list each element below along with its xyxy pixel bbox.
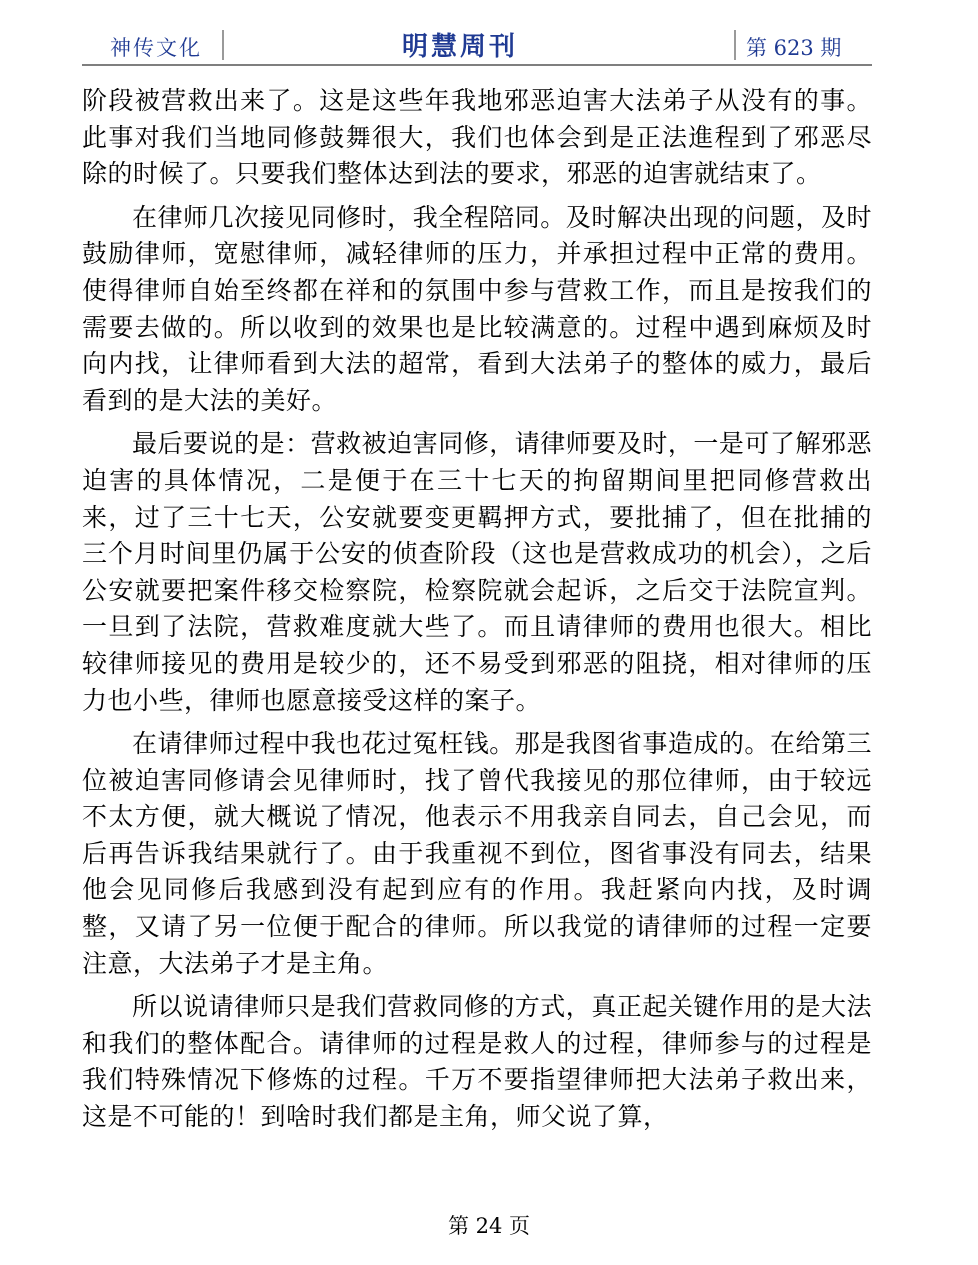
page-number: 第 24 页 <box>447 1214 531 1238</box>
paragraph: 在律师几次接见同修时，我全程陪同。及时解决出现的问题，及时鼓励律师，宽慰律师，减轻律师的压力，并承担过程中正常的费用。使得律师自始至终都在祥和的氛围中参与营救工作，而且是按我们的需要去做的。所以收到的效果也是比较满意的。过程中遇到麻烦及时向内找，让律师看到大法的超常，看到大法弟子的整体的威力，最后看到的是大法的美好。 <box>82 202 872 415</box>
article-body <box>82 83 872 1143</box>
paragraph: 最后要说的是：营救被迫害同修，请律师要及时，一是可了解邪恶迫害的具体情况，二是便于在三十七天的拘留期间里把同修营救出来，过了三十七天，公安就要变更羁押方式，要批捕了，但在批捕的三个月时间里仍属于公安的侦查阶段（这也是营救成功的机会），之后公安就要把案件移交检察院，检察院就会起诉，之后交于法院宣判。一旦到了法院，营救难度就大些了。而且请律师的费用也很大。相比较律师接见的费用是较少的，还不易受到邪恶的阻挠，相对律师的压力也小些，律师也愿意接受这样的案子。 <box>82 429 872 715</box>
page-header <box>82 24 872 66</box>
header-divider-right <box>734 30 736 60</box>
paragraph: 所以说请律师只是我们营救同修的方式，真正起关键作用的是大法和我们的整体配合。请律师的过程是救人的过程，律师参与的过程是我们特殊情况下修炼的过程。千万不要指望律师把大法弟子救出来，这是不可能的！到啥时我们都是主角，师父说了算， <box>82 992 872 1132</box>
paragraph: 在请律师过程中我也花过冤枉钱。那是我图省事造成的。在给第三位被迫害同修请会见律师时，找了曾代我接见的那位律师，由于较远不太方便，就大概说了情况，他表示不用我亲自同去，自己会见，而后再告诉我结果就行了。由于我重视不到位，图省事没有同去，结果他会见同修后我感到没有起到应有的作用。我赶紧向内找，及时调整，又请了另一位便于配合的律师。所以我觉的请律师的过程一定要注意，大法弟子才是主角。 <box>82 729 872 978</box>
paragraph-continuation: 阶段被营救出来了。这是这些年我地邪恶迫害大法弟子从没有的事。此事对我们当地同修鼓舞很大，我们也体会到是正法進程到了邪恶尽除的时候了。只要我们整体达到法的要求，邪恶的迫害就结束了。 <box>82 86 872 189</box>
publication-title: 明慧周刊 <box>402 32 519 62</box>
section-title: 神传文化 <box>110 36 202 60</box>
header-rule <box>82 64 872 66</box>
header-divider-left <box>222 30 224 60</box>
issue-number: 第 623 期 <box>746 36 842 60</box>
